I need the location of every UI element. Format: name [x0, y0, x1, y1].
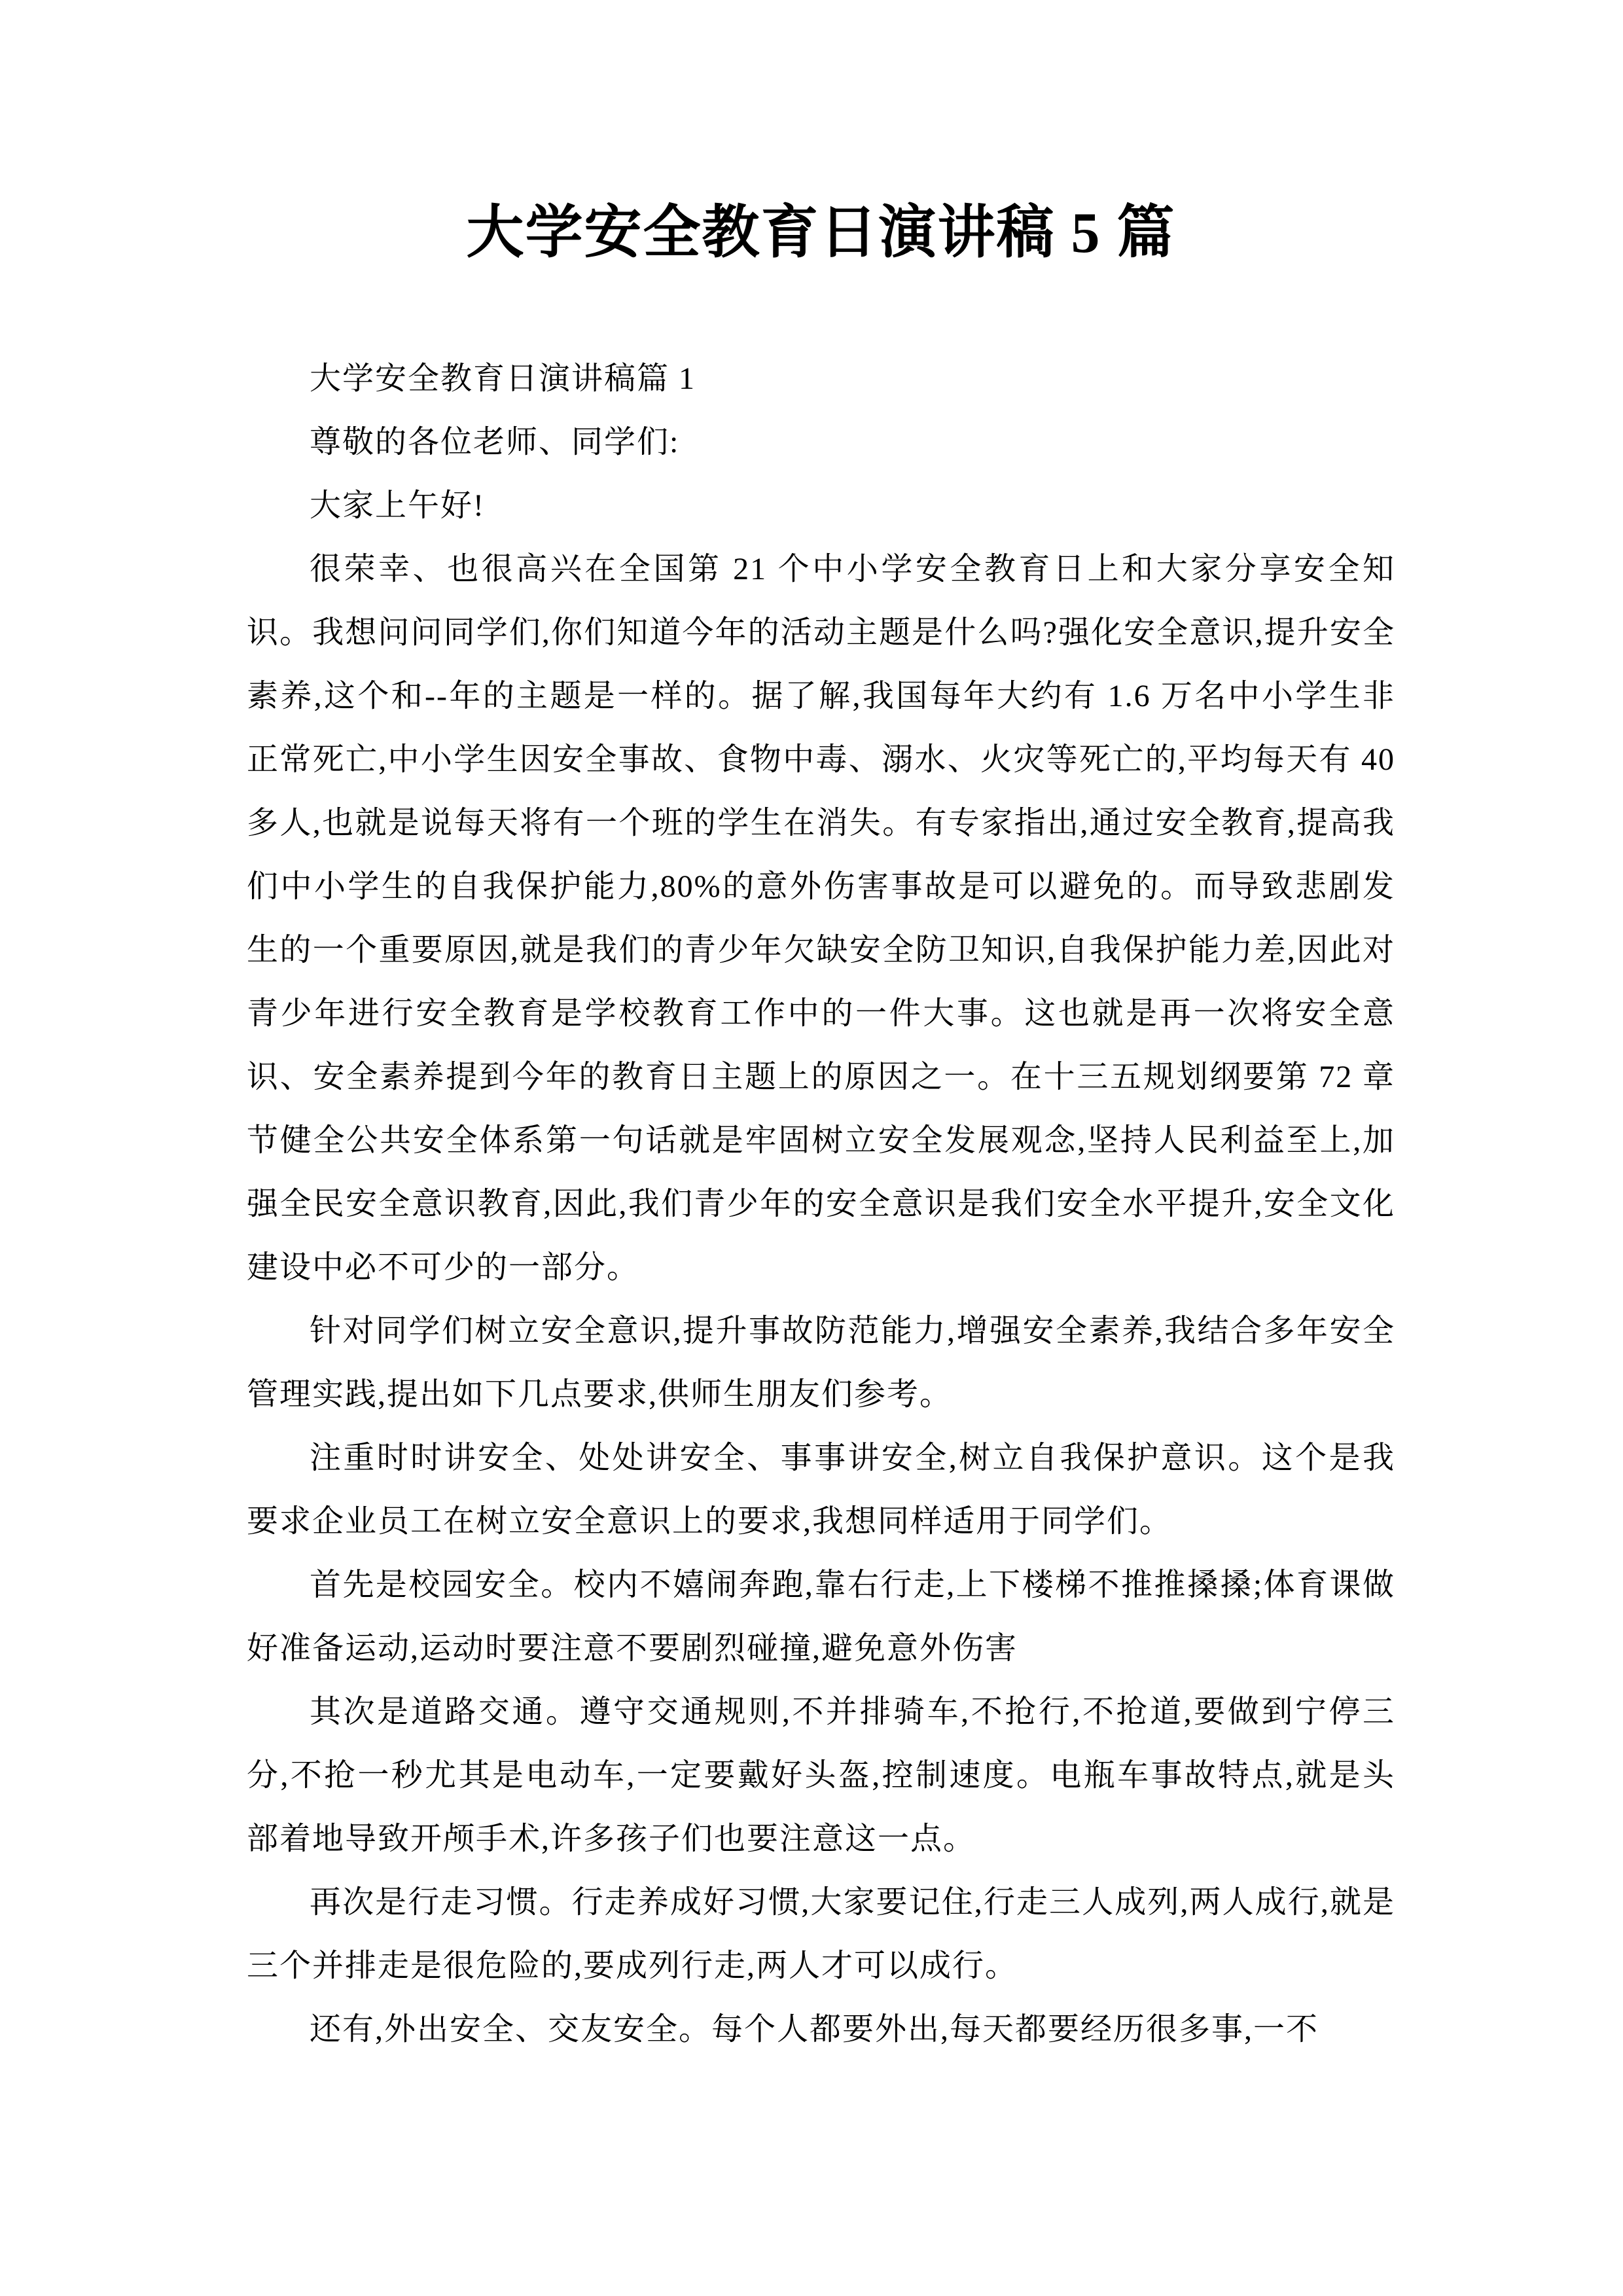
- paragraph: 大家上午好!: [310, 488, 485, 523]
- paragraph: 还有,外出安全、交友安全。每个人都要外出,每天都要经历很多事,一不: [310, 2012, 1319, 2047]
- paragraph: 注重时时讲安全、处处讲安全、事事讲安全,树立自我保护意识。这个是我要求企业员工在树立安全意识上的要求,我想同样适用于同学们。: [247, 1441, 1395, 1539]
- paragraph: 其次是道路交通。遵守交通规则,不并排骑车,不抢行,不抢道,要做到宁停三分,不抢一秒尤其是电动车,一定要戴好头盔,控制速度。电瓶车事故特点,就是头部着地导致开颅手术,许多孩子们也要注意这一点。: [247, 1695, 1395, 1856]
- paragraph: 再次是行走习惯。行走养成好习惯,大家要记住,行走三人成列,两人成行,就是三个并排走是很危险的,要成列行走,两人才可以成行。: [247, 1885, 1395, 1983]
- paragraph: 尊敬的各位老师、同学们:: [310, 425, 680, 459]
- paragraph: 针对同学们树立安全意识,提升事故防范能力,增强安全素养,我结合多年安全管理实践,提出如下几点要求,供师生朋友们参考。: [247, 1314, 1395, 1412]
- document-title: 大学安全教育日演讲稿 5 篇: [466, 202, 1176, 265]
- paragraph: 首先是校园安全。校内不嬉闹奔跑,靠右行走,上下楼梯不推推搡搡;体育课做好准备运动,运动时要注意不要剧烈碰撞,避免意外伤害: [247, 1568, 1395, 1666]
- paragraph: 大学安全教育日演讲稿篇 1: [310, 361, 696, 396]
- document-body: [247, 347, 1395, 2061]
- paragraph: 很荣幸、也很高兴在全国第 21 个中小学安全教育日上和大家分享安全知识。我想问问同学们,你们知道今年的活动主题是什么吗?强化安全意识,提升安全素养,这个和--年的主题是一样的。据了解,我国每年大约有 1.6 万名中小学生非正常死亡,中小学生因安全事故、食物中毒、溺水、火灾等死亡的,平均每天有 40 多人,也就是说每天将有一个班的学生在消失。有专家指出,通过安全教育,提高我们中小学生的自我保护能力,80%的意外伤害事故是可以避免的。而导致悲剧发生的一个重要原因,就是我们的青少年欠缺安全防卫知识,自我保护能力差,因此对青少年进行安全教育是学校教育工作中的一件大事。这也就是再一次将安全意识、安全素养提到今年的教育日主题上的原因之一。在十三五规划纲要第 72 章节健全公共安全体系第一句话就是牢固树立安全发展观念,坚持人民利益至上,加强全民安全意识教育,因此,我们青少年的安全意识是我们安全水平提升,安全文化建设中必不可少的一部分。: [247, 552, 1395, 1285]
